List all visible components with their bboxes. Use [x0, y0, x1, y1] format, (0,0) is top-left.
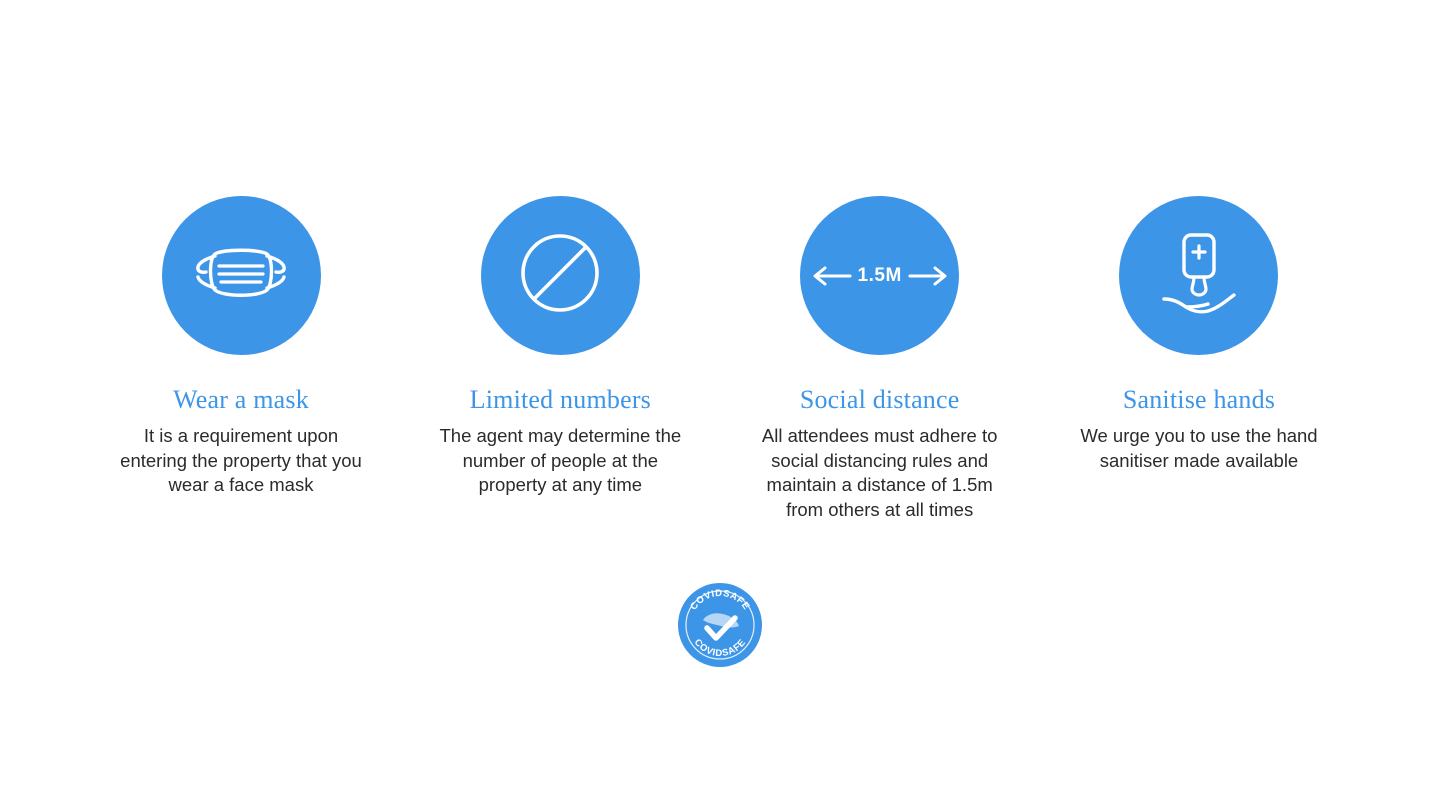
- safety-card-title: Limited numbers: [469, 385, 651, 414]
- covidsafe-badge-top-text: COVIDSAFE: [688, 587, 752, 613]
- hand-sanitiser-icon-circle: [1119, 196, 1278, 355]
- social-distance-icon-circle: [800, 196, 959, 355]
- safety-card-body: It is a requirement upon entering the property that you wear a face mask: [120, 425, 362, 495]
- social-distance-measurement-label: 1.5M: [857, 264, 902, 286]
- safety-card-limited-numbers: [429, 196, 691, 498]
- covidsafe-badge: [677, 582, 763, 668]
- safety-card-title: Wear a mask: [173, 385, 309, 414]
- social-distance-arrows-icon: [810, 263, 950, 289]
- safety-card-social-distance: [749, 196, 1011, 522]
- safety-card-body: The agent may determine the number of people at the property at any time: [439, 425, 682, 495]
- safety-card-title: Sanitise hands: [1122, 385, 1276, 414]
- face-mask-icon: [193, 238, 289, 313]
- safety-card-title: Social distance: [799, 385, 960, 414]
- safety-cards-row: [110, 196, 1330, 522]
- no-entry-prohibition-icon-circle: [481, 196, 640, 355]
- safety-card-sanitise-hands: [1068, 196, 1330, 473]
- face-mask-icon-circle: [162, 196, 321, 355]
- safety-card-body: We urge you to use the hand sanitiser made available: [1080, 425, 1318, 471]
- safety-card-wear-a-mask: [110, 196, 372, 498]
- hand-sanitiser-icon: [1156, 225, 1242, 326]
- covidsafe-badge-wrap: [0, 582, 1440, 668]
- safety-card-body: All attendees must adhere to social distancing rules and maintain a distance of 1.5m from others at all times: [761, 425, 998, 520]
- no-entry-prohibition-icon: [514, 227, 606, 324]
- covidsafe-badge-bottom-text: COVIDSAFE: [691, 637, 749, 660]
